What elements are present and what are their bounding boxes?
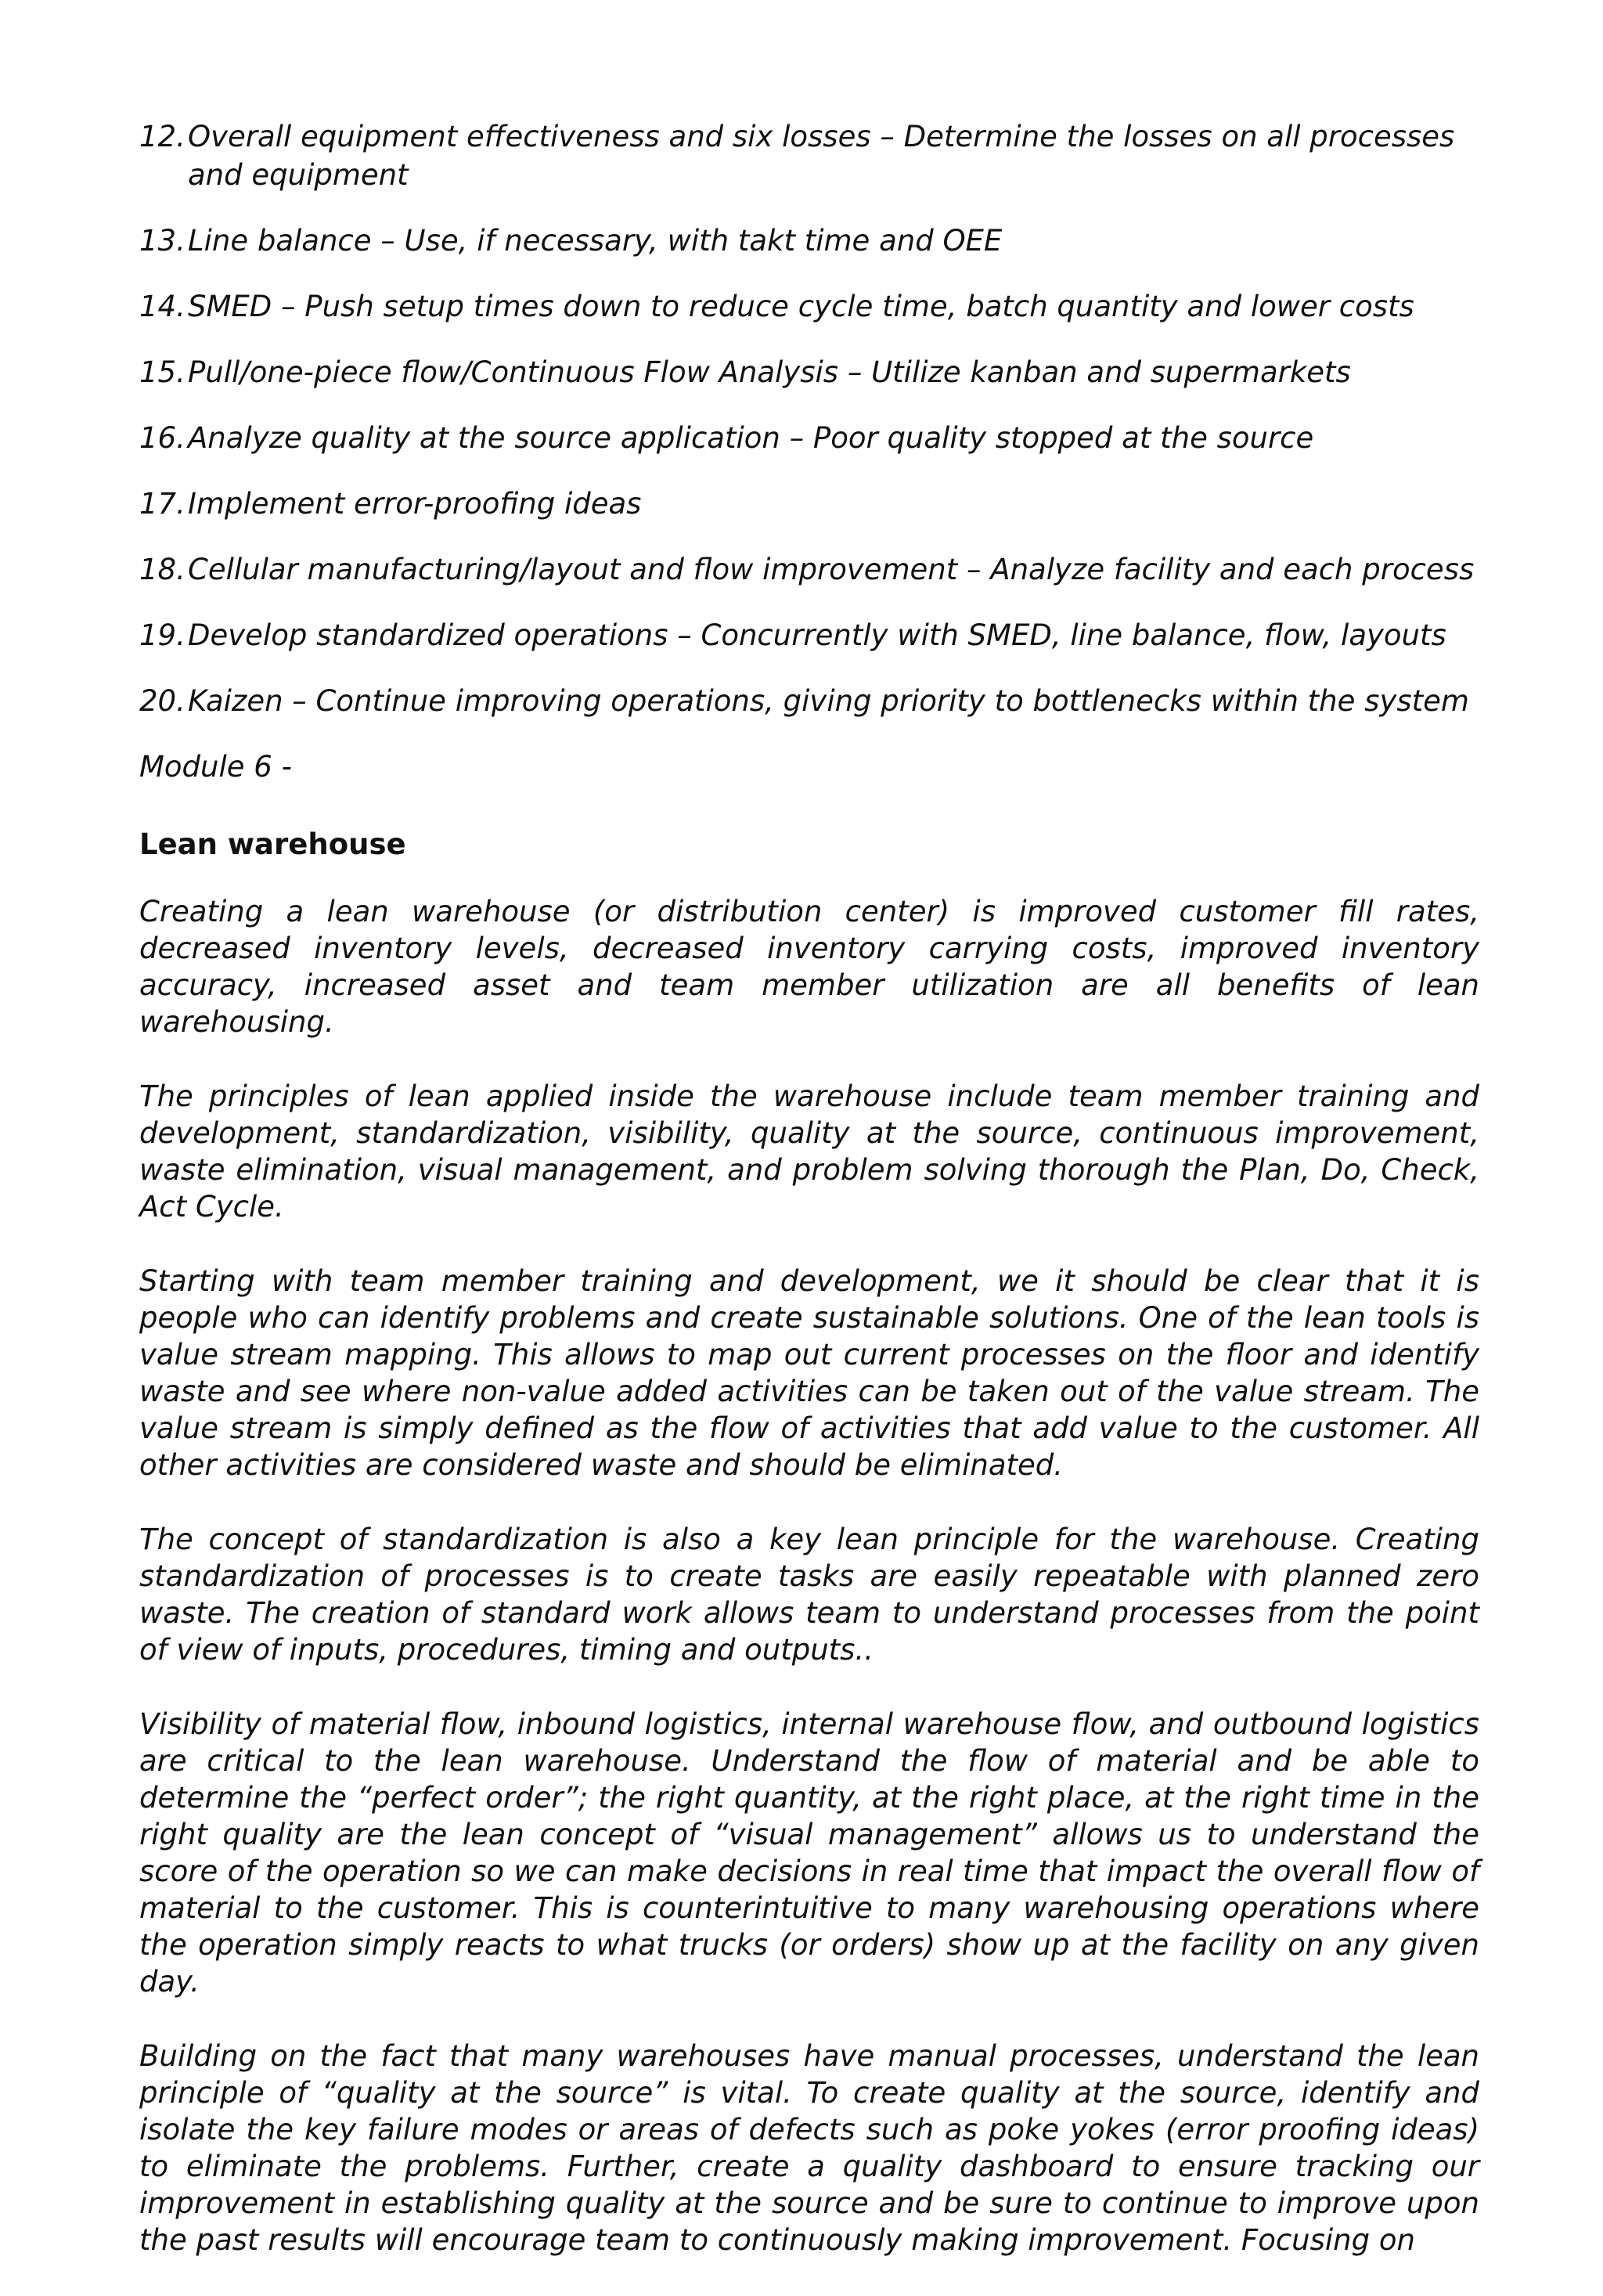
list-item-text: SMED – Push setup times down to reduce cycle time, batch quantity and lower costs <box>188 290 1414 323</box>
list-item <box>139 682 1479 720</box>
list-item <box>139 550 1479 589</box>
body-paragraph: Starting with team member training and development, we it should be clear that it is people who can identify problems and create sustainable solutions. One of the lean tools is value stream mapping. This allows to map out current processes on the floor and identify waste and see where non-value added activities can be taken out of the value stream. The value stream is simply defined as the flow of activities that add value to the customer. All other activities are considered waste and should be eliminated. <box>139 1264 1479 1482</box>
list-item-text: Develop standardized operations – Concurrently with SMED, line balance, flow, layouts <box>188 618 1446 652</box>
list-item-number: 17. <box>139 487 186 521</box>
list-item-text: Kaizen – Continue improving operations, giving priority to bottlenecks within the system <box>188 684 1469 718</box>
body-paragraph: Building on the fact that many warehouses have manual processes, understand the lean principle of “quality at the source” is vital. To create quality at the source, identify and isolate the key failure modes or areas of defects such as poke yokes (error proofing ideas) to eliminate the problems. Further, create a quality dashboard to ensure tracking our improvement in establishing quality at the source and be sure to continue to improve upon the past results will encourage team to continuously making improvement. Focusing on <box>139 2039 1479 2257</box>
list-item-text: Overall equipment effectiveness and six losses – Determine the losses on all processes and equipment <box>188 120 1455 192</box>
body-paragraph: The principles of lean applied inside the warehouse include team member training and development, standardization, visibility, quality at the source, continuous improvement, waste elimination, visual management, and problem solving thorough the Plan, Do, Check, Act Cycle. <box>139 1080 1479 1224</box>
list-item <box>139 616 1479 654</box>
list-item-text: Pull/one-piece flow/Continuous Flow Analysis – Utilize kanban and supermarkets <box>188 355 1351 389</box>
list-item-number: 20. <box>139 684 186 718</box>
list-item-text: Implement error-proofing ideas <box>188 487 642 521</box>
document-page <box>139 117 1479 2296</box>
body-paragraph: The concept of standardization is also a key lean principle for the warehouse. Creating standardization of processes is to create tasks are easily repeatable with planned zero waste. The creation of standard work allows team to understand processes from the point of view of inputs, procedures, timing and outputs.. <box>139 1523 1479 1667</box>
body-paragraph: Creating a lean warehouse (or distribution center) is improved customer fill rates, decreased inventory levels, decreased inventory carrying costs, improved inventory accuracy, increased asset and team member utilization are all benefits of lean warehousing. <box>139 895 1479 1039</box>
list-item-text: Analyze quality at the source application – Poor quality stopped at the source <box>188 421 1314 455</box>
list-item-number: 16. <box>139 421 186 455</box>
list-item <box>139 222 1479 260</box>
list-item-number: 13. <box>139 224 186 258</box>
list-item <box>139 117 1479 194</box>
section-heading: Lean warehouse <box>139 827 406 861</box>
list-item <box>139 485 1479 523</box>
list-item-number: 19. <box>139 618 186 652</box>
list-item-number: 14. <box>139 290 186 323</box>
list-item <box>139 353 1479 391</box>
list-item-number: 15. <box>139 355 186 389</box>
list-item-text: Line balance – Use, if necessary, with takt time and OEE <box>188 224 1003 258</box>
list-item-text: Cellular manufacturing/layout and flow improvement – Analyze facility and each process <box>188 553 1475 586</box>
numbered-list <box>139 117 1479 720</box>
list-item-number: 12. <box>139 120 186 153</box>
body-paragraph: Visibility of material flow, inbound logistics, internal warehouse flow, and outbound logistics are critical to the lean warehouse. Understand the flow of material and be able to determine the “perfect order”; the right quantity, at the right place, at the right time in the right quality are the lean concept of “visual management” allows us to understand the score of the operation so we can make decisions in real time that impact the overall flow of material to the customer. This is counterintuitive to many warehousing operations where the operation simply reacts to what trucks (or orders) show up at the facility on any given day. <box>139 1707 1479 1999</box>
list-item <box>139 419 1479 457</box>
module-label: Module 6 - <box>139 750 292 784</box>
list-item <box>139 287 1479 326</box>
list-item-number: 18. <box>139 553 186 586</box>
